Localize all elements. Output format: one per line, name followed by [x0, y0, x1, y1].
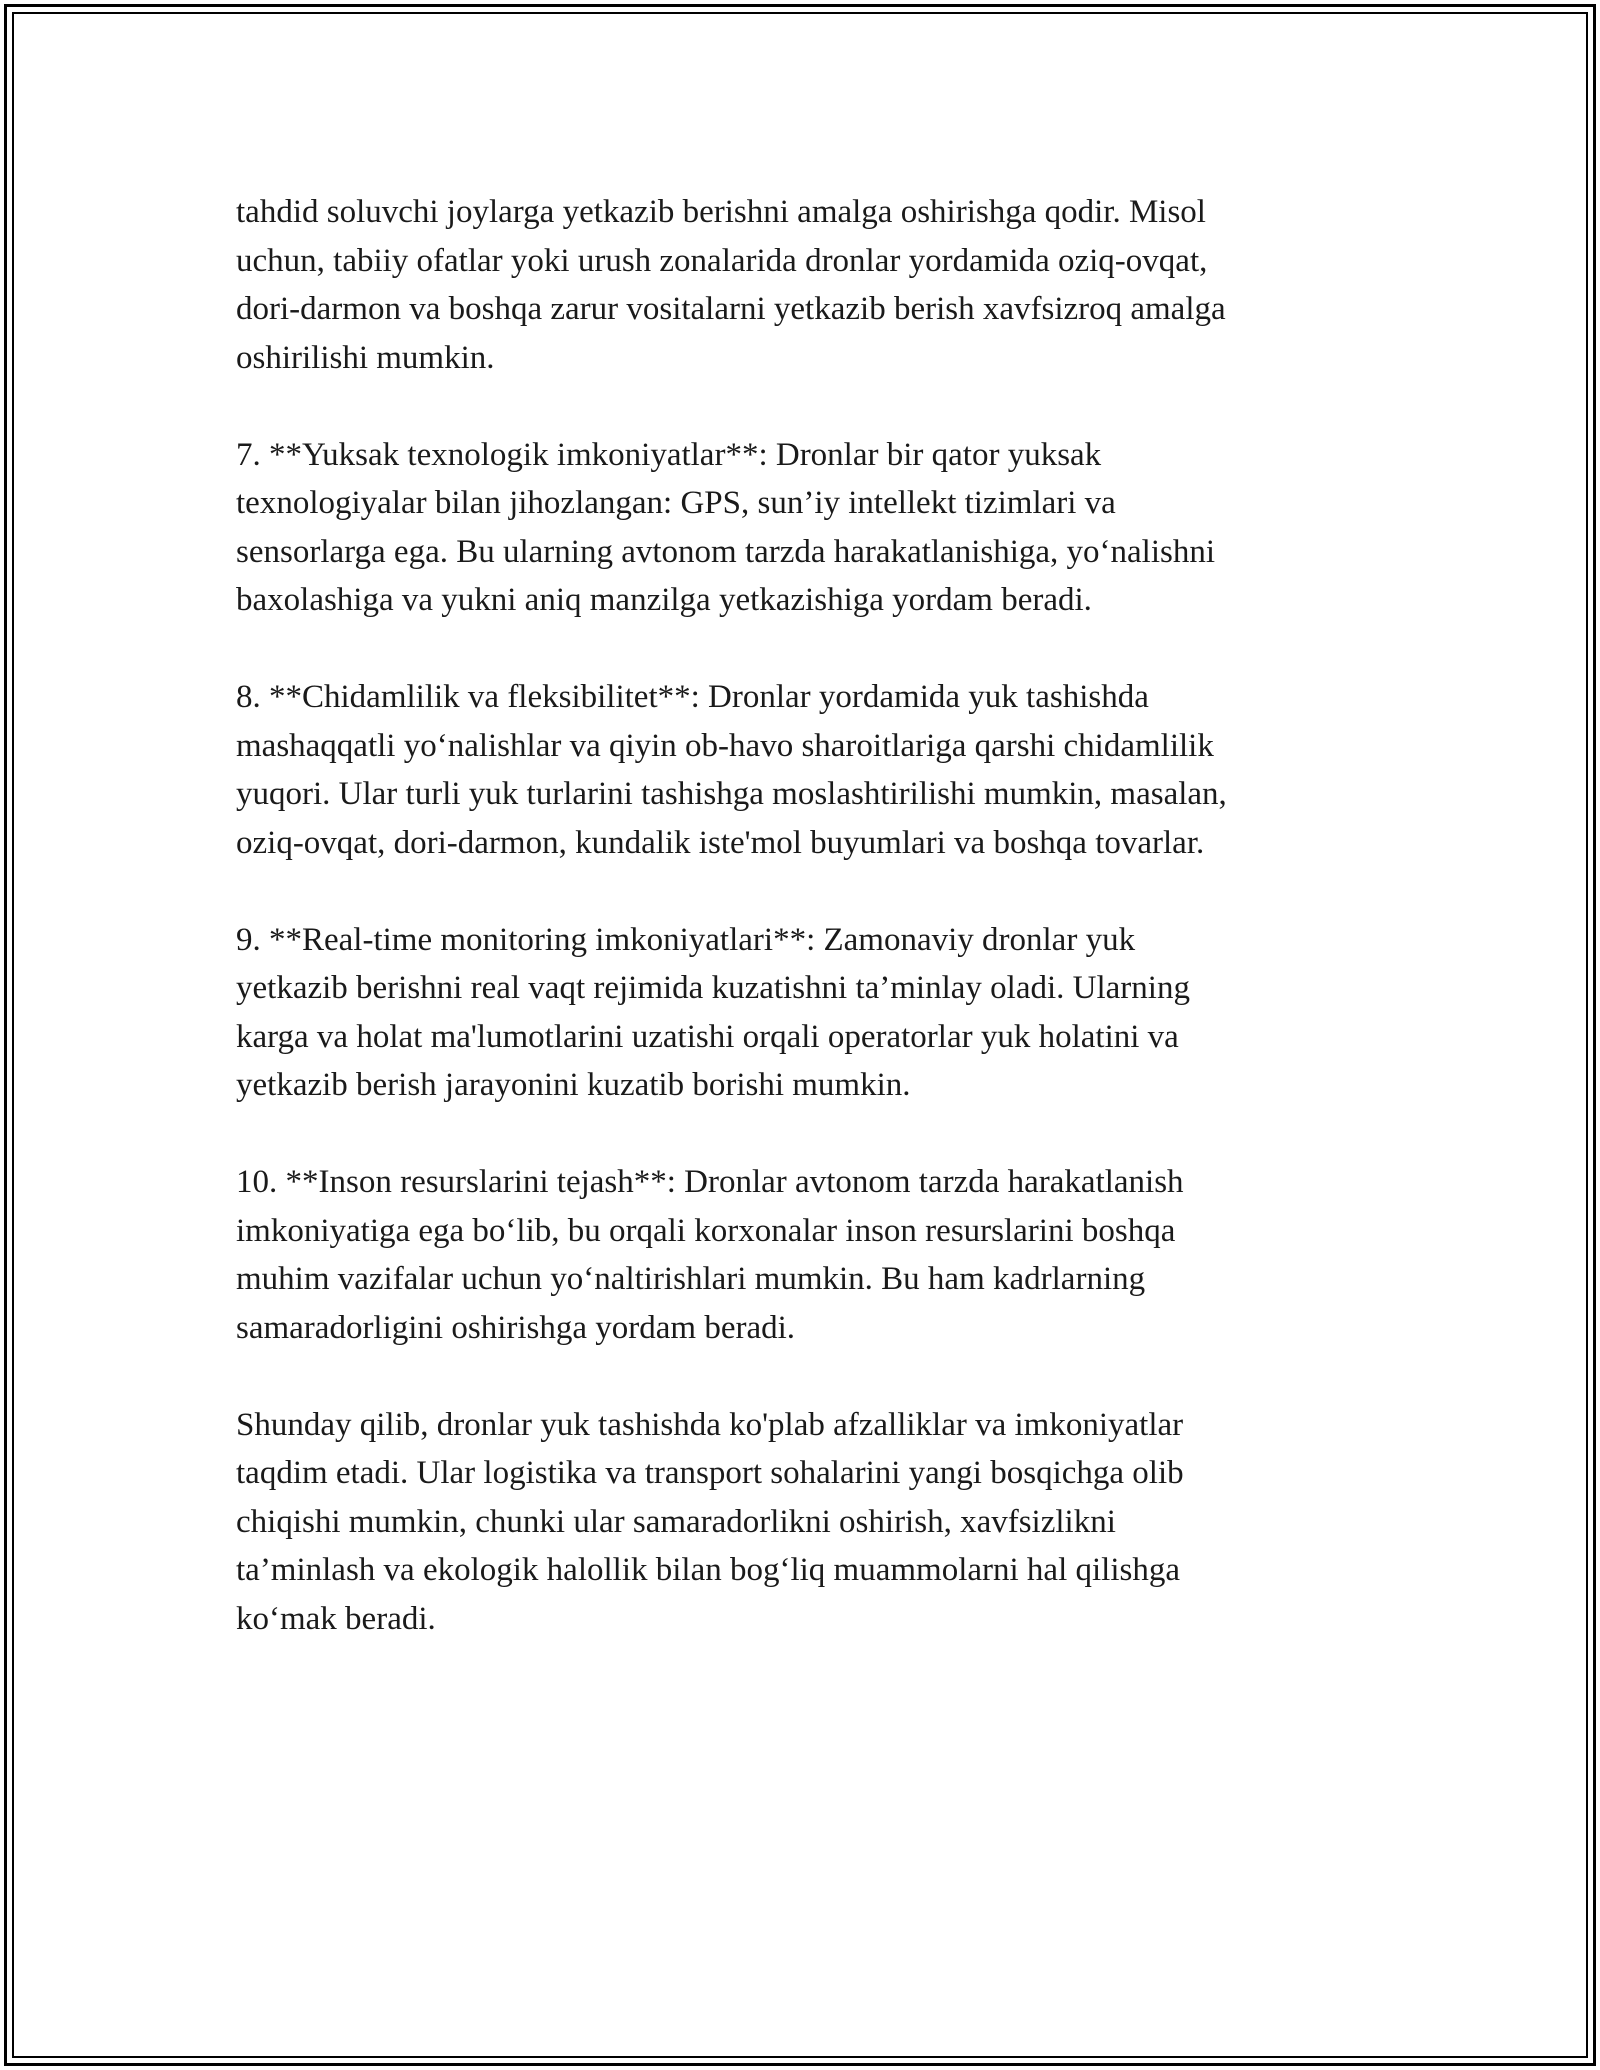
- document-body: [236, 188, 1366, 1692]
- paragraph-item-9: 9. **Real-time monitoring imkoniyatlari**: Zamonaviy dronlar yuk yetkazib berishni real vaqt rejimida kuzatishni ta’minlay oladi. Ularning karga va holat ma'lumotlarini uzatishi orqali operatorlar yuk holatini va yetkazib berish jarayonini kuzatib borishi mumkin.: [236, 921, 1190, 1103]
- paragraph-item-7: 7. **Yuksak texnologik imkoniyatlar**: Dronlar bir qator yuksak texnologiyalar bilan jihozlangan: GPS, sun’iy intellekt tizimlari va sensorlarga ega. Bu ularning avtonom tarzda harakatlanishiga, yo‘nalishni baxolashiga va yukni aniq manzilga yetkazishiga yordam beradi.: [236, 436, 1216, 618]
- paragraph-item-8: 8. **Chidamlilik va fleksibilitet**: Dronlar yordamida yuk tashishda mashaqqatli yo‘nalishlar va qiyin ob-havo sharoitlariga qarshi chidamlilik yuqori. Ular turli yuk turlarini tashishga moslashtirilishi mumkin, masalan, oziq-ovqat, dori-darmon, kundalik iste'mol buyumlari va boshqa tovarlar.: [236, 679, 1227, 861]
- paragraph-conclusion: Shunday qilib, dronlar yuk tashishda ko'plab afzalliklar va imkoniyatlar taqdim etadi. Ular logistika va transport sohalarini yangi bosqichga olib chiqishi mumkin, chunki ular samaradorlikni oshirish, xavfsizlikni ta’minlash va ekologik halollik bilan bog‘liq muammolarni hal qilishga ko‘mak beradi.: [236, 1406, 1184, 1637]
- paragraph-item-10: 10. **Inson resurslarini tejash**: Dronlar avtonom tarzda harakatlanish imkoniyatiga ega bo‘lib, bu orqali korxonalar inson resurslarini boshqa muhim vazifalar uchun yo‘naltirishlari mumkin. Bu ham kadrlarning samaradorligini oshirishga yordam beradi.: [236, 1164, 1184, 1346]
- paragraph-intro-continuation: tahdid soluvchi joylarga yetkazib berishni amalga oshirishga qodir. Misol uchun, tabiiy ofatlar yoki urush zonalarida dronlar yordamida oziq-ovqat, dori-darmon va boshqa zarur vositalarni yetkazib berish xavfsizroq amalga oshirilishi mumkin.: [236, 194, 1226, 376]
